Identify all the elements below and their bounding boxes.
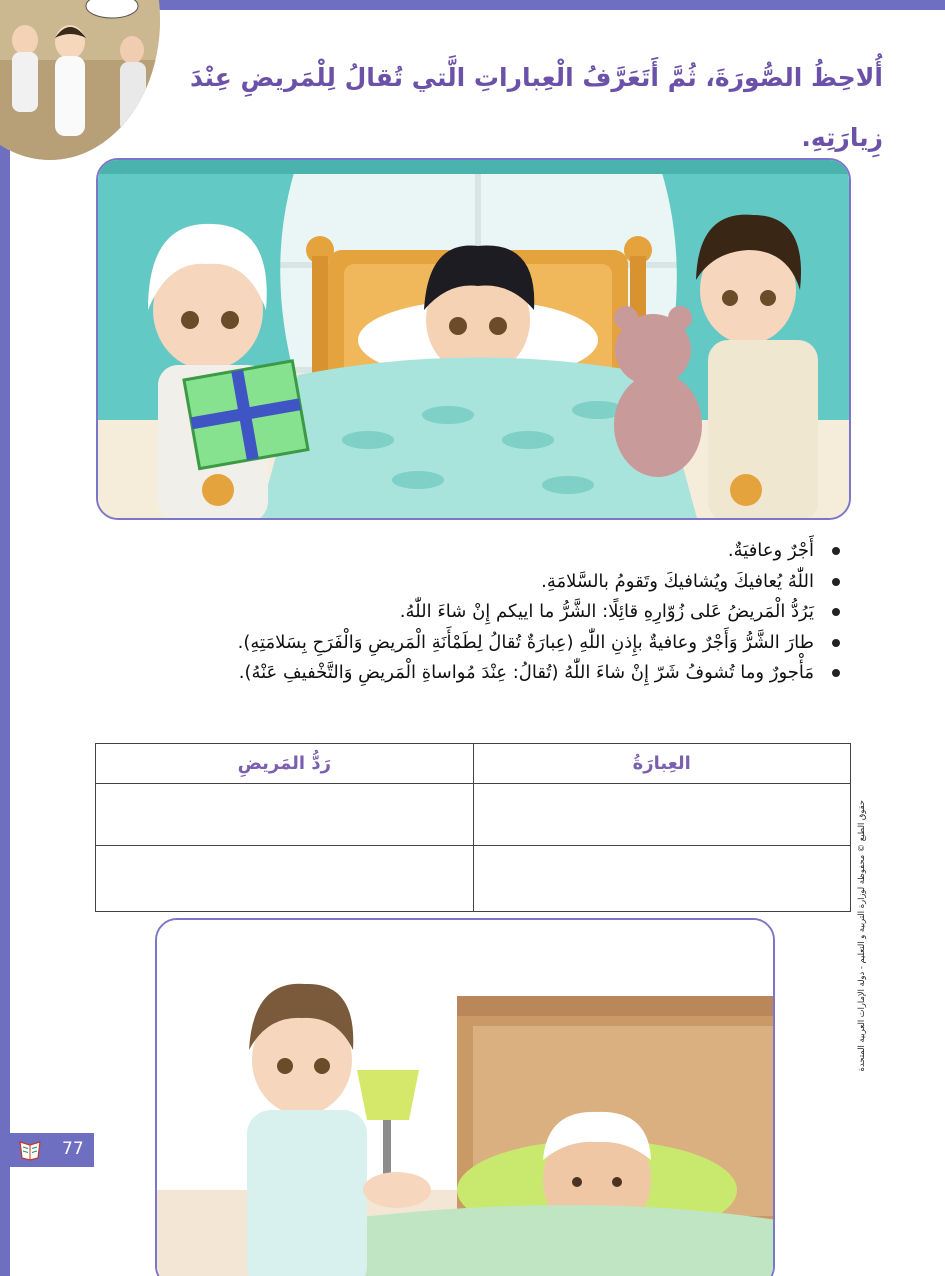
phrase-list xyxy=(80,536,840,689)
corner-character-illustration xyxy=(0,0,160,160)
illustration-sick-child-visit xyxy=(96,158,851,520)
answer-cell-phrase[interactable] xyxy=(473,846,851,912)
list-item: أَجْرٌ وعافيَةٌ. xyxy=(80,536,840,567)
answer-cell-phrase[interactable] xyxy=(473,784,851,846)
exercise-question: أُلاحِظُ الصُّورَةَ، ثُمَّ أَتَعَرَّفُ الْعِباراتِ الَّتي تُقالُ لِلْمَريضِ عِنْدَ زِيارَتِهِ. xyxy=(190,63,883,152)
list-item: يَرُدُّ الْمَريضُ عَلى زُوّارِهِ قائِلًا: الشَّرُّ ما اييكم إِنْ شاءَ اللّٰهُ. xyxy=(80,597,840,628)
list-item: اللّٰهُ يُعافيكَ ويُشافيكَ وتَقومُ بالسَّلامَةِ. xyxy=(80,567,840,598)
answer-cell-reply[interactable] xyxy=(96,784,474,846)
book-logo-icon xyxy=(18,1139,42,1161)
column-header-patient-reply: رَدُّ المَريضِ xyxy=(96,744,474,784)
bullet-icon xyxy=(832,669,840,677)
page-number-badge xyxy=(10,1133,94,1167)
list-item: مَأْجورٌ وما تُشوفُ شَرّ إِنْ شاءَ اللّٰهُ (تُقالُ: عِنْدَ مُواساةِ الْمَريضِ وَالتَّخْفيفِ عَنْهُ). xyxy=(80,658,840,689)
bullet-icon xyxy=(832,639,840,647)
answer-table xyxy=(95,743,851,912)
column-header-phrase: العِبارَةُ xyxy=(473,744,851,784)
copyright-notice: حقوق الطبع © محفوظة لوزارة التربية و التعليم - دولة الإمارات العربية المتحدة xyxy=(856,800,866,1072)
table-row xyxy=(96,846,851,912)
table-header-row xyxy=(96,744,851,784)
left-accent-bar xyxy=(0,0,10,1276)
list-item: طارَ الشَّرُّ وَأَجْرٌ وعافيةٌ بإِذنِ اللّٰهِ (عِبارَةٌ تُقالُ لِطَمْأَنَةِ الْمَريضِ وَالْفَرَحِ بِسَلامَتِهِ). xyxy=(80,628,840,659)
illustration-elderly-visit xyxy=(155,918,775,1276)
table-row xyxy=(96,784,851,846)
bullet-icon xyxy=(832,547,840,555)
answer-cell-reply[interactable] xyxy=(96,846,474,912)
bullet-icon xyxy=(832,578,840,586)
bullet-icon xyxy=(832,608,840,616)
page-number: 77 xyxy=(62,1139,84,1159)
